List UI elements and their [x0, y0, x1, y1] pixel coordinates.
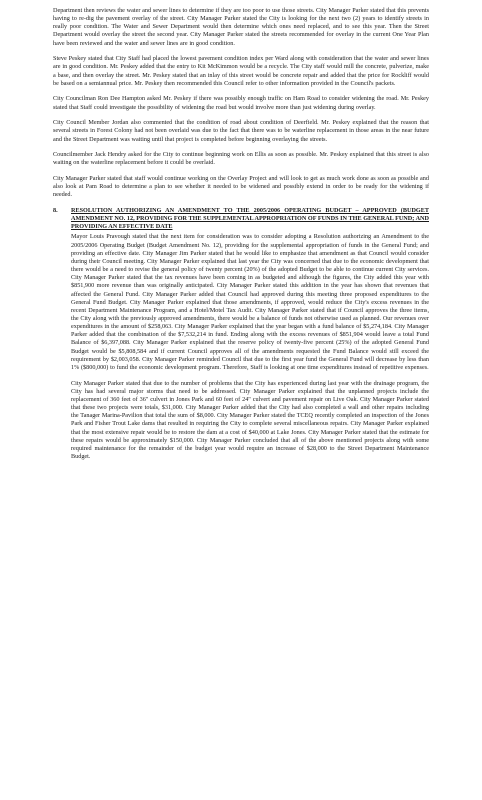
- paragraph: City Councilman Ron Dee Hampton asked Mr. Peskey if there was possibly enough traffic on Ham Road to consider widening the road. Mr. Peskey stated that Staff could investigate the possibility of widening the road but would involve more than just widening during overlay.: [53, 95, 429, 111]
- agenda-item: [53, 207, 429, 231]
- paragraph: City Manager Parker stated that due to the number of problems that the City has experienced during last year with the drainage program, the City has had several major storms that need to be addressed. City Manager Parker explained that the unplanned projects include the replacement of 360 feet of 36" culvert in Jones Park and 60 feet of 24" culvert and pavement repair on Live Oak. City Manager Parker stated that these two projects were totals, $31,000. City Manager Parker added that the City had also completed a wall and other repairs including the Tanager Marina-Pavilion that total the sum of $8,000. City Manager Parker stated the TCEQ recently completed an inspection of the Jones Park and Fisher Trout Lake dams that resulted in requiring the City to complete several miscellaneous repairs. City Manager Parker explained that the most extensive repair would be to restore the dam at a cost of $40,000 at Lake Jones. City Manager Parker stated that the estimate for these repairs would be approximately $150,000. City Manager Parker concluded that all of the above mentioned projects along with some required maintenance for the remainder of the budget year would require an increase of $28,000 to the Street Department Maintenance Budget.: [71, 379, 429, 460]
- top-section: [53, 7, 429, 199]
- paragraph: Steve Peskey stated that City Staff had placed the lowest pavement condition index per Ward along with consideration that the water and sewer lines are in good condition. Mr. Peskey added that the entry to Kit McKimmon would be a recycle. The City staff would mill the concrete, pulverize, make a base, and then overlay the street. Mr. Peskey stated that an inlay of this street would be concrete repair and added that the price for Rockliff would be based on a semiannual price. Mr. Peskey then recommended this Council refer to other information provided in the Council's packets.: [53, 55, 429, 87]
- agenda-item-number: 8.: [53, 206, 58, 214]
- paragraph: Mayor Louis Pravough stated that the next item for consideration was to consider adopting a Resolution authorizing an Amendment to the 2005/2006 Operating Budget (Budget Amendment No. 12), providing for the supplemental appropriation of funds in the General Fund; and providing an effective date. City Manager Jim Parker stated that he would like to emphasize that amendment as that Council would consider during their Council meeting. City Manager Parker explained that last year the City was concerned that due to the economic development that there would be a need to revise the general policy of twenty percent (20%) of the adopted Budget to be able to continue current City services. City Manager Parker stated that the tax revenues have been coming in as budgeted and although the figures, the City added this year with $851,900 more revenue than was originally anticipated. City Manager Parker stated this addition in the year has shown that revenues that affected the General Fund. City Manager Parker added that Council had approved during this meeting three proposed expenditures to the General Fund Budget. City Manager Parker explained that those amendments, if approved, would reduce the City's excess revenues in the recent Department Maintenance Program, and a Hotel/Motel Tax Audit. City Manager Parker stated that if Council approves the three items, the City along with the previously approved amendments, there would be a balance of funds not otherwise used as planned. Our revenues over expenditures in the amount of $258,063. City Manager Parker explained that the year began with a fund balance of $5,274,184. City Manager Parker added that the combination of the $7,532,214 in fund. Ending along with the excess revenues of $851,904 would leave a total Fund Balance of $6,397,088. City Manager Parker explained that the reserve policy of twenty-five percent (25%) of the adopted General Fund Budget would be $5,808,584 and if current Council approves all of the amendments requested the Fund Balance would still exceed the requirement by $2,003,058. City Manager Parker reminded Council that due to the first year fund the General Fund will decrease by less than 1% ($800,000) to fund the economic development program. Therefore, Staff is looking at one time expenditures instead of repetitive expenses.: [71, 233, 429, 371]
- paragraph: City Council Member Jordan also commented that the condition of road about condition of Deerfield. Mr. Peskey explained that the reason that several streets in Forest Colony had not been overlaid was due to the fact that there was to be waterline replacement in those areas in the near future and the Street Department was waiting until that project is completed before beginning overlaying the streets.: [53, 119, 429, 143]
- bottom-section: [53, 233, 429, 461]
- paragraph: Councilmember Jack Hendry asked for the City to continue beginning work on Ellis as soon as possible. Mr. Peskey explained that this street is also waiting on the waterline replacement before it could be overlaid.: [53, 151, 429, 167]
- paragraph: City Manager Parker stated that staff would continue working on the Overlay Project and will look to get as much work done as soon as possible and also look at Pam Road to determine a plan to see whether it needed to be widened and possibly extend in order to be ready for the widening if needed.: [53, 175, 429, 199]
- paragraph: Department then reviews the water and sewer lines to determine if they are too poor to use those streets. City Manager Parker stated that this prevents having to re-dig the pavement overlay of the street. City Manager Parker stated the City is looking for the next two (2) years to identify streets in really poor condition. The Water and Sewer Department would then determine which ones need replaced, and to see this year. Then the Street Department would overlay the street the second year. City Manager Parker stated the streets recommended for overlay in the current One Year Plan have been reviewed and the water and sewer lines are in good condition.: [53, 7, 429, 47]
- agenda-item-title: RESOLUTION AUTHORIZING AN AMENDMENT TO THE 2005/2006 OPERATING BUDGET – APPROVED (BUDGET AMENDMENT NO. 12, PROVIDING FOR THE SUPPLEMENTAL APPROPRIATION OF FUNDS IN THE GENERAL FUND; AND PROVIDING AN EFFECTIVE DATE: [71, 206, 429, 231]
